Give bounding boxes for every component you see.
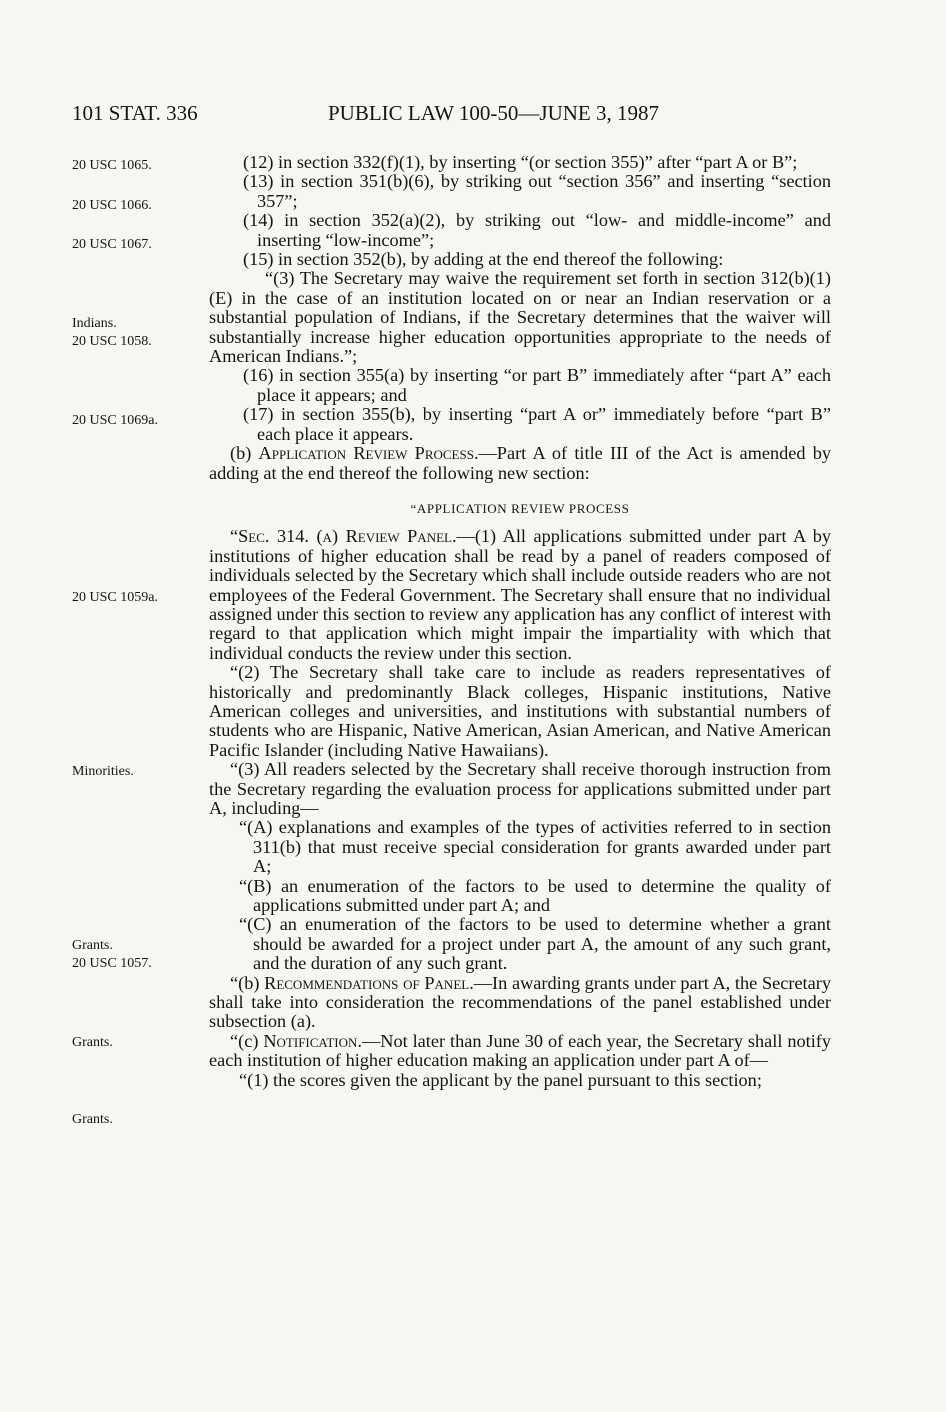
- margin-citation: 20 USC 1057.: [72, 956, 152, 971]
- section-314-c: “(c) Notification.—Not later than June 30 of each year, the Secretary shall notify each institution of higher education making an application under part A of—: [209, 1030, 832, 1071]
- margin-citation: 20 USC 1067.: [72, 237, 152, 252]
- margin-citation: 20 USC 1065.: [72, 158, 152, 173]
- subsection-b-heading: Application Review Process: [258, 443, 474, 464]
- section-314-a1: “Sec. 314. (a) Review Panel.—(1) All applications submitted under part A by institutions of higher education shall be read by a panel of readers composed of individuals selected by the Secretary which shall include outside readers who are not employees of the Federal Government. The Secretary shall ensure that no individual assigned under this section to review any application has any conflict of interest with regard to that application which might impair the impartiality with which that individual conducts the review under this section.: [209, 526, 832, 663]
- paragraph-16: (16) in section 355(a) by inserting “or part B” immediately after “part A” each place it appears; and: [243, 365, 831, 405]
- margin-citation: 20 USC 1069a.: [72, 413, 158, 428]
- section-314-a3A: “(A) explanations and examples of the types of activities referred to in section 311(b) that must receive special consideration for grants awarded under part A;: [239, 817, 831, 877]
- section-314-a3B: “(B) an enumeration of the factors to be used to determine the quality of applications submitted under part A; and: [239, 875, 831, 916]
- section-314-b: “(b) Recommendations of Panel.—In awarding grants under part A, the Secretary shall take into consideration the recommendations of the panel established under subsection (a).: [209, 972, 831, 1032]
- paragraph-12: (12) in section 332(f)(1), by inserting “(or section 355)” after “part A or B”;: [243, 152, 798, 172]
- subsection-b: (b) Application Review Process.—Part A of title III of the Act is amended by adding at the end thereof the following new section:: [209, 443, 831, 483]
- stat-page-number: 101 STAT. 336: [72, 101, 198, 125]
- recommendations-heading: Recommendations of Panel: [264, 972, 470, 993]
- review-panel-heading: Review Panel: [345, 526, 452, 547]
- section-314-a2: “(2) The Secretary shall take care to include as readers representatives of historically and predominantly Black colleges, Hispanic institutions, Native American colleges and universities, and institutions with substantial numbers of students who are Hispanic, Native American, Asian American, and Native American Pacific Islander (including Native Hawaiians).: [209, 662, 831, 760]
- paragraph-15-quoted-text: “(3) The Secretary may waive the requirement set forth in section 312(b)(1)(E) in the case of an institution located on or near an Indian reservation or a substantial population of Indians, if the Secretary determines that the waiver will substantially increase higher education opportunities appropriate to the needs of American Indians.”;: [209, 268, 831, 367]
- body-text: [209, 153, 831, 1090]
- margin-note-indians: Indians.: [72, 316, 117, 331]
- section-314-c1: “(1) the scores given the applicant by the panel pursuant to this section;: [239, 1069, 762, 1090]
- paragraph-14: (14) in section 352(a)(2), by striking out “low- and middle-income” and inserting “low-income”;: [243, 210, 831, 250]
- paragraph-15: (15) in section 352(b), by adding at the end thereof the following:: [243, 249, 724, 270]
- section-314-a3C: “(C) an enumeration of the factors to be used to determine whether a grant should be awarded for a project under part A, the amount of any such grant, and the duration of any such grant.: [239, 914, 831, 974]
- section-heading: “APPLICATION REVIEW PROCESS: [410, 500, 630, 516]
- margin-note-grants: Grants.: [72, 1112, 113, 1127]
- margin-citation: 20 USC 1066.: [72, 198, 152, 213]
- margin-note-minorities: Minorities.: [72, 764, 134, 779]
- margin-citation: 20 USC 1058.: [72, 334, 152, 349]
- margin-note-grants: Grants.: [72, 938, 113, 953]
- notification-heading: Notification: [263, 1030, 358, 1051]
- section-314-a3: “(3) All readers selected by the Secretary shall receive thorough instruction from the Secretary regarding the evaluation process for applications submitted under part A, including—: [209, 759, 831, 818]
- running-head-title: PUBLIC LAW 100-50—JUNE 3, 1987: [328, 101, 660, 125]
- margin-note-grants: Grants.: [72, 1035, 113, 1050]
- paragraph-17: (17) in section 355(b), by inserting “part A or” immediately before “part B” each place it appears.: [243, 404, 831, 444]
- margin-citation: 20 USC 1059a.: [72, 590, 158, 605]
- paragraph-13: (13) in section 351(b)(6), by striking out “section 356” and inserting “section 357”;: [243, 171, 831, 211]
